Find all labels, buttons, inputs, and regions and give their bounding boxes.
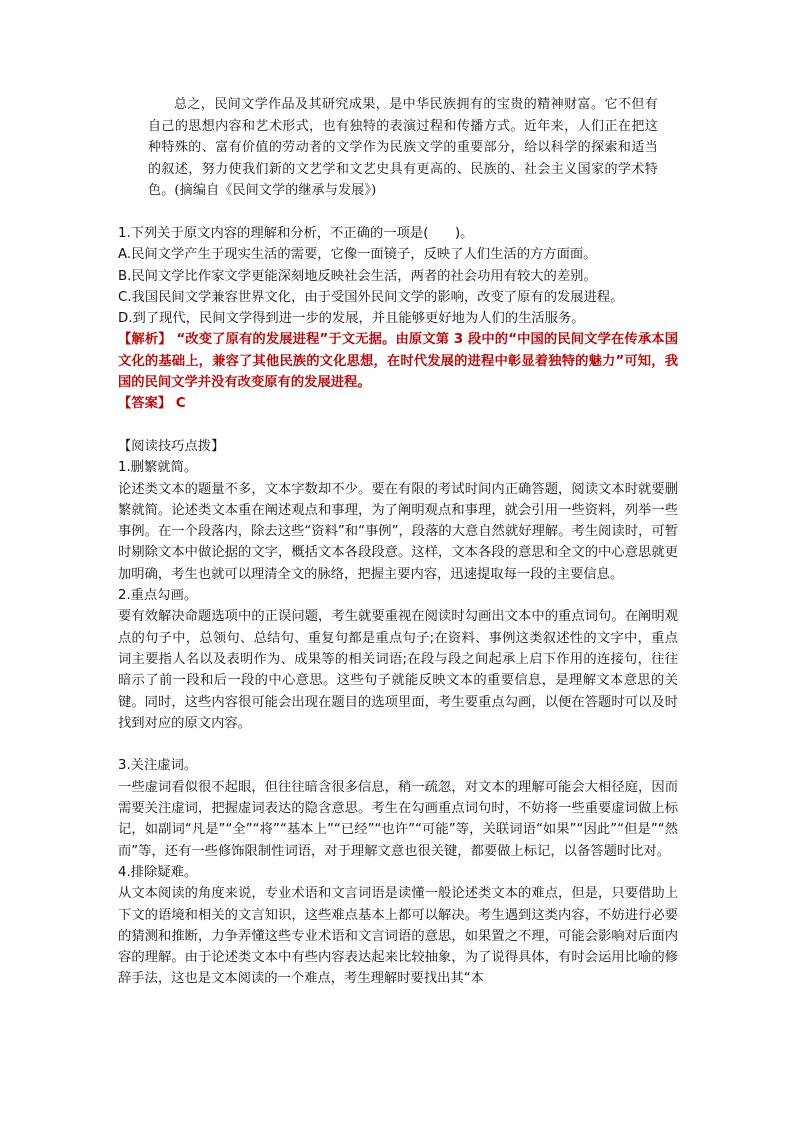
tip-title-4: 4.排除疑难。 [118,864,198,880]
answer-text: 【答案】 C [118,396,186,412]
option-c: C.我国民间文学兼容世界文化，由于受国外民间文学的影响，改变了原有的发展进程。 [118,289,624,305]
spacer [118,734,678,755]
option-d: D.到了现代，民间文学得到进一步的发展，并且能够更好地为人们的生活服务。 [118,311,585,327]
passage-excerpt [148,94,658,202]
tip-title-3: 3.关注虚词。 [118,758,198,774]
passage-paragraph: 总之，民间文学作品及其研究成果，是中华民族拥有的宝贵的精神财富。它不但有自己的思想内容和艺术形式，也有独特的表演过程和传播方式。近年来，人们正在把这种特殊的、富有价值的劳动者的文学作为民族文学的重要部分，给以科学的探索和适当的叙述，努力使我们新的文艺学和文艺史具有更高的、民族的、社会主义国家的学术特色。(摘编自《民间文学的继承与发展》) [148,97,658,199]
tip-title-2: 2.重点勾画。 [118,588,198,604]
tip-text-2: 要有效解决命题选项中的正误问题，考生就要重视在阅读时勾画出文本中的重点词句。在阐明观点的句子中，总领句、总结句、重复句都是重点句子;在资料、事例这类叙述性的文字中，重点词主要指人名以及表明作为、成果等的相关词语;在段与段之间起承上启下作用的连接句，往往暗示了前一段和后一段的中心意思。这些句子就能反映文本的重要信息，是理解文本意思的关键。同时，这些内容很可能会出现在题目的选项里面，考生要重点勾画，以便在答题时可以及时找到对应的原文内容。 [118,609,678,731]
tip-title-1: 1.删繁就简。 [118,460,198,476]
option-a: A.民间文学产生于现实生活的需要，它像一面镜子，反映了人们生活的方方面面。 [118,247,597,263]
document-body [118,223,678,990]
question-stem: 1.下列关于原文内容的理解和分析，不正确的一项是( )。 [118,226,474,241]
tip-text-3: 一些虚词看似很不起眼，但往往暗含很多信息，稍一疏忽，对文本的理解可能会大相径庭，因而需要关注虚词，把握虚词表达的隐含意思。考生在勾画重点词句时，不妨将一些重要虚词做上标记，如副词“凡是”“全”“将”“基本上”“已经”“也许”“可能”等，关联词语“如果”“因此”“但是”“然而”等，还有一些修饰限制性词语，对于理解文意也很关键，都要做上标记，以备答题时比对。 [118,779,678,859]
spacer [118,415,678,436]
option-b: B.民间文学比作家文学更能深刻地反映社会生活，两者的社会功用有较大的差别。 [118,268,597,284]
analysis-text: 【解析】 “改变了原有的发展进程”于文无据。由原文第 3 段中的“中国的民间文学在传承本国文化的基础上，兼容了其他民族的文化思想，在时代发展的进程中彰显着独特的魅力”可知，我国的民间文学并没有改变原有的发展进程。 [118,332,678,391]
tip-text-4: 从文本阅读的角度来说，专业术语和文言词语是读懂一般论述类文本的难点，但是，只要借助上下文的语境和相关的文言知识，这些难点基本上都可以解决。考生遇到这类内容，不妨进行必要的猜测和推断，力争弄懂这些专业术语和文言词语的意思，如果置之不理，可能会影响对后面内容的理解。由于论述类文本中有些内容表达起来比较抽象，为了说得具体，有时会运用比喻的修辞手法，这也是文本阅读的一个难点，考生理解时要找出其“本 [118,886,678,987]
tip-text-1: 论述类文本的题量不多，文本字数却不少。要在有限的考试时间内正确答题，阅读文本时就要删繁就简。论述类文本重在阐述观点和事理，为了阐明观点和事理，就会引用一些资料，列举一些事例。在一个段落内，除去这些“资料”和“事例”，段落的大意自然就好理解。考生阅读时，可暂时剔除文本中做论据的文字，概括文本各段段意。这样，文本各段的意思和全文的中心意思就更加明确，考生也就可以理清全文的脉络，把握主要内容，迅速提取每一段的主要信息。 [118,481,678,582]
tips-heading: 【阅读技巧点拨】 [118,438,225,454]
